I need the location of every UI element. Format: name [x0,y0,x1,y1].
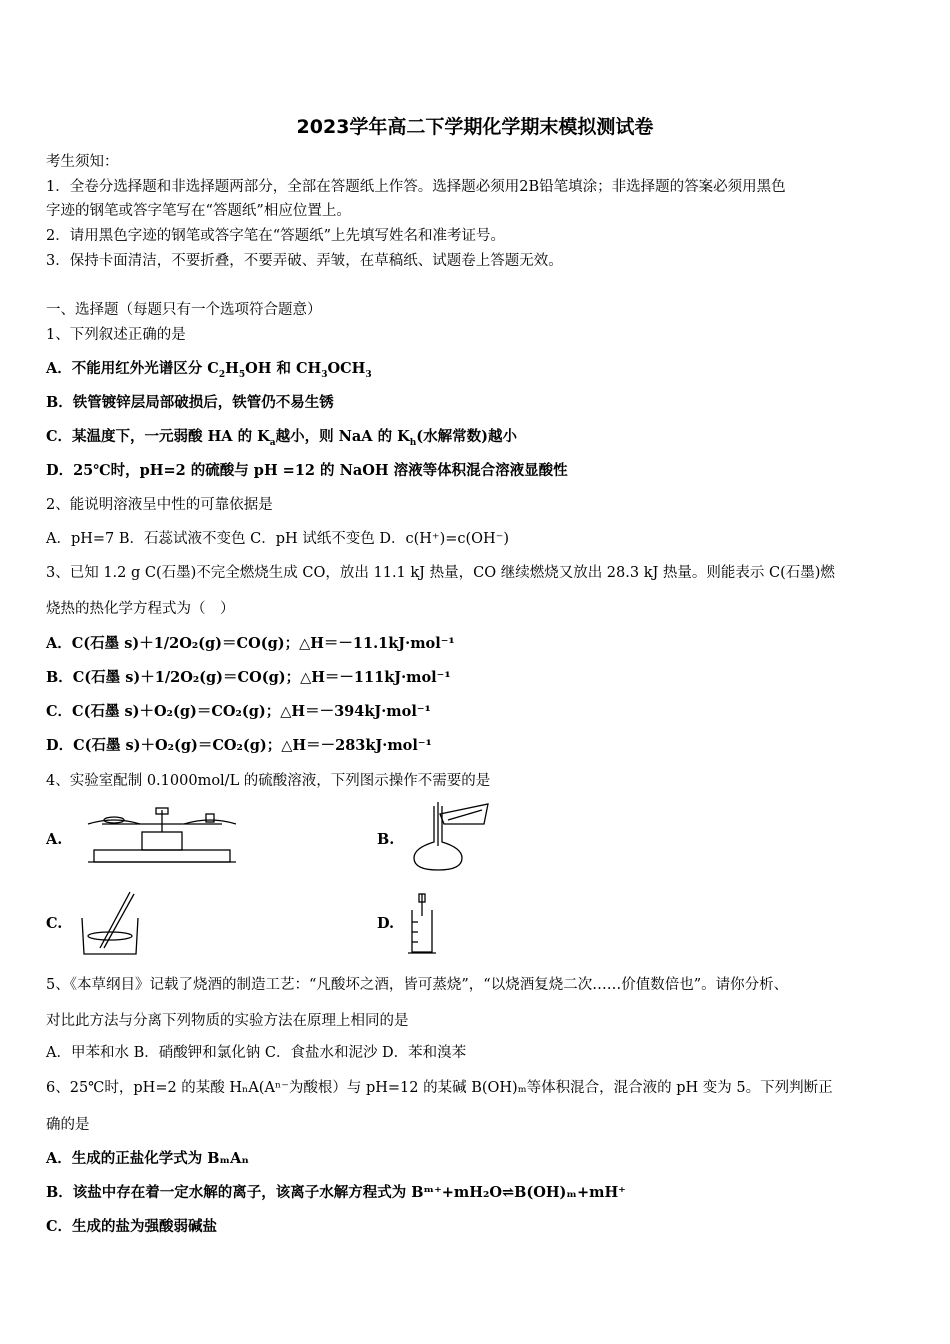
q1-option-d: D．25℃时，pH=2 的硫酸与 pH =12 的 NaOH 溶液等体积混合溶液显酸性 [46,462,568,479]
q6-option-a: A．生成的正盐化学式为 BₘAₙ [46,1150,249,1167]
balance-scale-icon [84,806,240,866]
q4-label-a: A. [46,831,63,848]
q1-option-b: B．铁管镀锌层局部破损后，铁管仍不易生锈 [46,394,334,411]
q3-option-b: B．C(石墨 s)＋1/2O₂(g)＝CO(g)；△H＝－111kJ·mol⁻¹ [46,669,451,686]
notice-item-2: 2．请用黑色字迹的钢笔或答字笔在“答题纸”上先填写姓名和准考证号。 [46,228,506,244]
q6-option-c: C．生成的盐为强酸弱碱盐 [46,1218,218,1235]
beaker-stirring-icon [78,888,142,958]
q1-option-c: C．某温度下，一元弱酸 HA 的 $K_a$越小，则 NaA 的 $K_h$(水解常数)越小 [46,428,518,448]
q5-stem-line2: 对比此方法与分离下列物质的实验方法在原理上相同的是 [46,1013,409,1029]
q6-stem-line2: 确的是 [46,1117,90,1133]
q3-option-d: D．C(石墨 s)＋O₂(g)＝CO₂(g)；△H＝－283kJ·mol⁻¹ [46,737,432,754]
q4-stem: 4、实验室配制 0.1000mol/L 的硫酸溶液，下列图示操作不需要的是 [46,773,491,789]
q2-options: A．pH=7 B．石蕊试液不变色 C．pH 试纸不变色 D．c(H⁺)=c(OH⁻) [46,531,510,547]
q6-option-b: B．该盐中存在着一定水解的离子，该离子水解方程式为 Bᵐ⁺+mH₂O⇌B(OH)ₘ+mH⁺ [46,1184,626,1201]
q1-stem: 1、下列叙述正确的是 [46,327,186,343]
section-heading: 一、选择题（每题只有一个选项符合题意） [46,302,322,318]
notice-item-1b: 字迹的钢笔或答字笔写在“答题纸”相应位置上。 [46,203,351,219]
notice-item-1a: 1．全卷分选择题和非选择题两部分，全部在答题纸上作答。选择题必须用2B铅笔填涂；非选择题的答案必须用黑色 [46,179,786,195]
q3-stem-line1: 3、已知 1.2 g C(石墨)不完全燃烧生成 CO，放出 11.1 kJ 热量，CO 继续燃烧又放出 28.3 kJ 热量。则能表示 C(石墨)燃 [46,565,835,581]
q3-stem-line2: 烧热的热化学方程式为（ ） [46,601,235,617]
q4-label-b: B. [377,831,395,848]
notice-heading: 考生须知： [46,154,119,170]
q3-option-a: A．C(石墨 s)＋1/2O₂(g)＝CO(g)；△H＝－11.1kJ·mol⁻¹ [46,635,455,652]
q4-label-d: D. [377,915,395,932]
page-title: 2023学年高二下学期化学期末模拟测试卷 [296,116,654,138]
notice-item-3: 3．保持卡面清洁，不要折叠，不要弄破、弄皱，在草稿纸、试题卷上答题无效。 [46,253,563,269]
volumetric-flask-icon [404,802,494,872]
q5-stem-line1: 5、《本草纲目》记载了烧酒的制造工艺：“凡酸坏之酒，皆可蒸烧”，“以烧酒复烧二次……价值数倍也”。请你分析、 [46,977,789,993]
q5-options: A．甲苯和水 B．硝酸钾和氯化钠 C．食盐水和泥沙 D．苯和溴苯 [46,1045,467,1061]
graduated-cylinder-icon [402,892,442,956]
q2-stem: 2、能说明溶液呈中性的可靠依据是 [46,497,273,513]
q6-stem-line1: 6、25℃时，pH=2 的某酸 HₙA(Aⁿ⁻为酸根）与 pH=12 的某碱 B(OH)ₘ等体积混合，混合液的 pH 变为 5。下列判断正 [46,1080,833,1096]
q4-label-c: C. [46,915,63,932]
q1-option-a: A．不能用红外光谱区分 $C_2H_5OH$ 和 $CH_3OCH_3$ [46,360,372,380]
q3-option-c: C．C(石墨 s)＋O₂(g)＝CO₂(g)；△H＝－394kJ·mol⁻¹ [46,703,431,720]
